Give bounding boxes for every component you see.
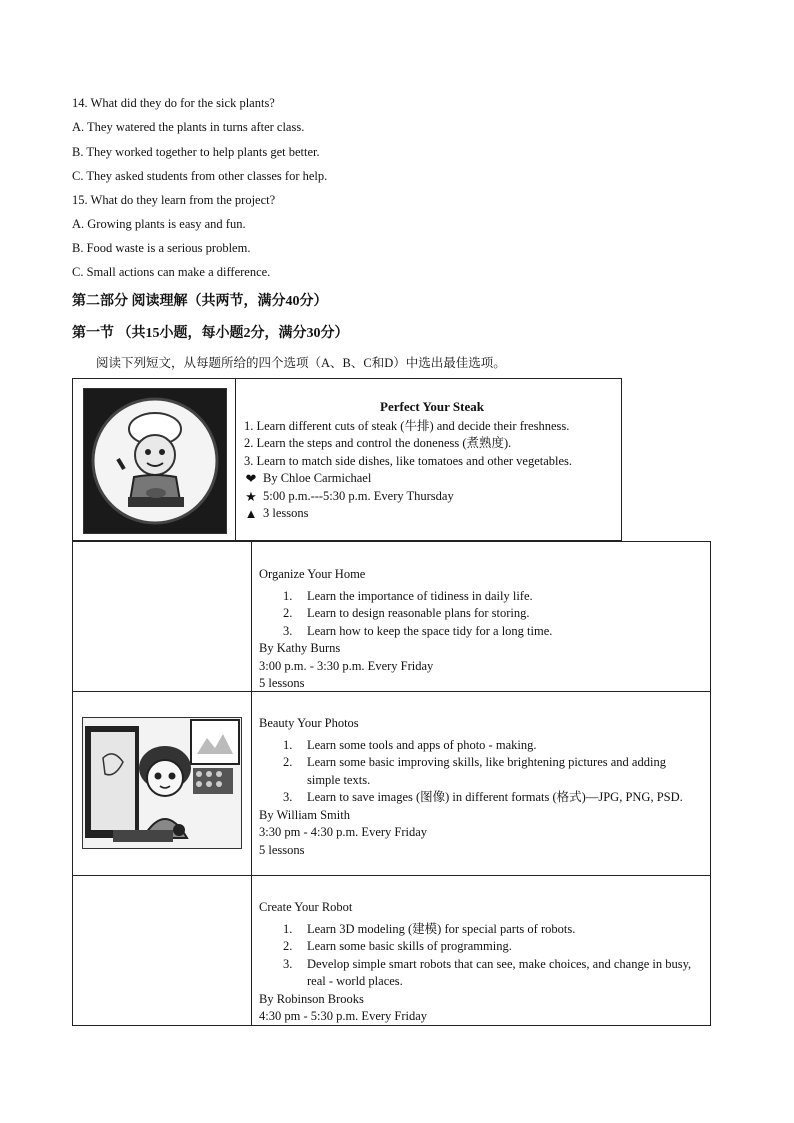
course-item: 2. Learn to design reasonable plans for storing. [283, 606, 530, 620]
course-title: Create Your Robot [259, 900, 353, 914]
course-time: 3:00 p.m. - 3:30 p.m. Every Friday [259, 658, 434, 673]
course-time [244, 488, 620, 506]
section-subtitle: 第一节 （共15小题，每小题2分，满分30分） [72, 326, 349, 341]
time-text: 5:00 p.m.---5:30 p.m. Every Thursday [263, 488, 454, 503]
option-b: B. Food waste is a serious problem. [72, 241, 251, 255]
course-author [244, 470, 620, 488]
course-lessons [244, 505, 620, 523]
course-author: By Kathy Burns [259, 641, 341, 655]
question-stem: 14. What did they do for the sick plants? [72, 96, 275, 110]
row-divider [73, 875, 710, 876]
course-item: 3. Develop simple smart robots that can see, make choices, and change in busy, real - world places. [283, 956, 692, 988]
course-title: Organize Your Home [259, 567, 366, 581]
course-item: 3. Learn to match side dishes, like tomatoes and other vegetables. [244, 453, 573, 468]
author-text: By Chloe Carmichael [263, 471, 372, 485]
triangle-icon: ▲ [244, 506, 258, 521]
photo-editing-illustration [82, 717, 242, 849]
course-author: By Robinson Brooks [259, 991, 364, 1006]
course-time: 4:30 pm - 5:30 p.m. Every Friday [259, 1009, 428, 1023]
course-item: 1. Learn 3D modeling (建模) for special parts of robots. [283, 921, 576, 936]
course-item: 3. Learn how to keep the space tidy for a long time. [283, 623, 553, 638]
course-time: 3:30 pm - 4:30 p.m. Every Friday [259, 825, 428, 839]
option-b: B. They worked together to help plants get better. [72, 145, 320, 159]
course-item-list [259, 588, 699, 641]
star-icon: ★ [245, 488, 257, 504]
course-title: Perfect Your Steak [380, 399, 484, 414]
question-stem: 15. What do they learn from the project? [72, 193, 276, 207]
course-item: 1. Learn the importance of tidiness in daily life. [283, 588, 533, 603]
course-title: Beauty Your Photos [259, 716, 359, 730]
course-body [244, 398, 620, 523]
heart-icon: ❤ [245, 471, 257, 486]
course-item: 2. Learn some basic skills of programming. [283, 939, 512, 953]
course-item: 1. Learn different cuts of steak (牛排) and decide their freshness. [244, 418, 570, 433]
option-a: A. Growing plants is easy and fun. [72, 217, 246, 231]
course-item: 2. Learn some basic improving skills, like brightening pictures and adding simple texts. [283, 755, 666, 787]
course-organize-home [259, 566, 699, 693]
course-item: 3. Learn to save images (图像) in different formats (格式)—JPG, PNG, PSD. [283, 790, 683, 804]
part-title: 第二部分 阅读理解（共两节，满分40分） [72, 294, 328, 309]
instruction: 阅读下列短文，从每题所给的四个选项（A、B、C和D）中选出最佳选项。 [96, 356, 506, 370]
course-item: 1. Learn some tools and apps of photo - making. [283, 737, 537, 752]
option-c: C. They asked students from other classes for help. [72, 169, 328, 183]
course-table [72, 541, 711, 1026]
course-beauty-photos [259, 715, 699, 859]
course-item-list [259, 737, 699, 807]
lessons-text: 3 lessons [263, 506, 309, 520]
option-a: A. They watered the plants in turns after class. [72, 120, 305, 134]
course-card-steak [72, 378, 622, 541]
course-author: By William Smith [259, 807, 350, 822]
course-lessons: 5 lessons [259, 842, 305, 857]
option-c: C. Small actions can make a difference. [72, 265, 271, 279]
course-create-robot [259, 899, 699, 1026]
image-cell [73, 379, 236, 540]
course-lessons: 5 lessons [259, 676, 305, 690]
course-item-list [259, 921, 699, 991]
chef-illustration [83, 388, 227, 534]
course-item: 2. Learn the steps and control the doneness (煮熟度). [244, 436, 512, 450]
